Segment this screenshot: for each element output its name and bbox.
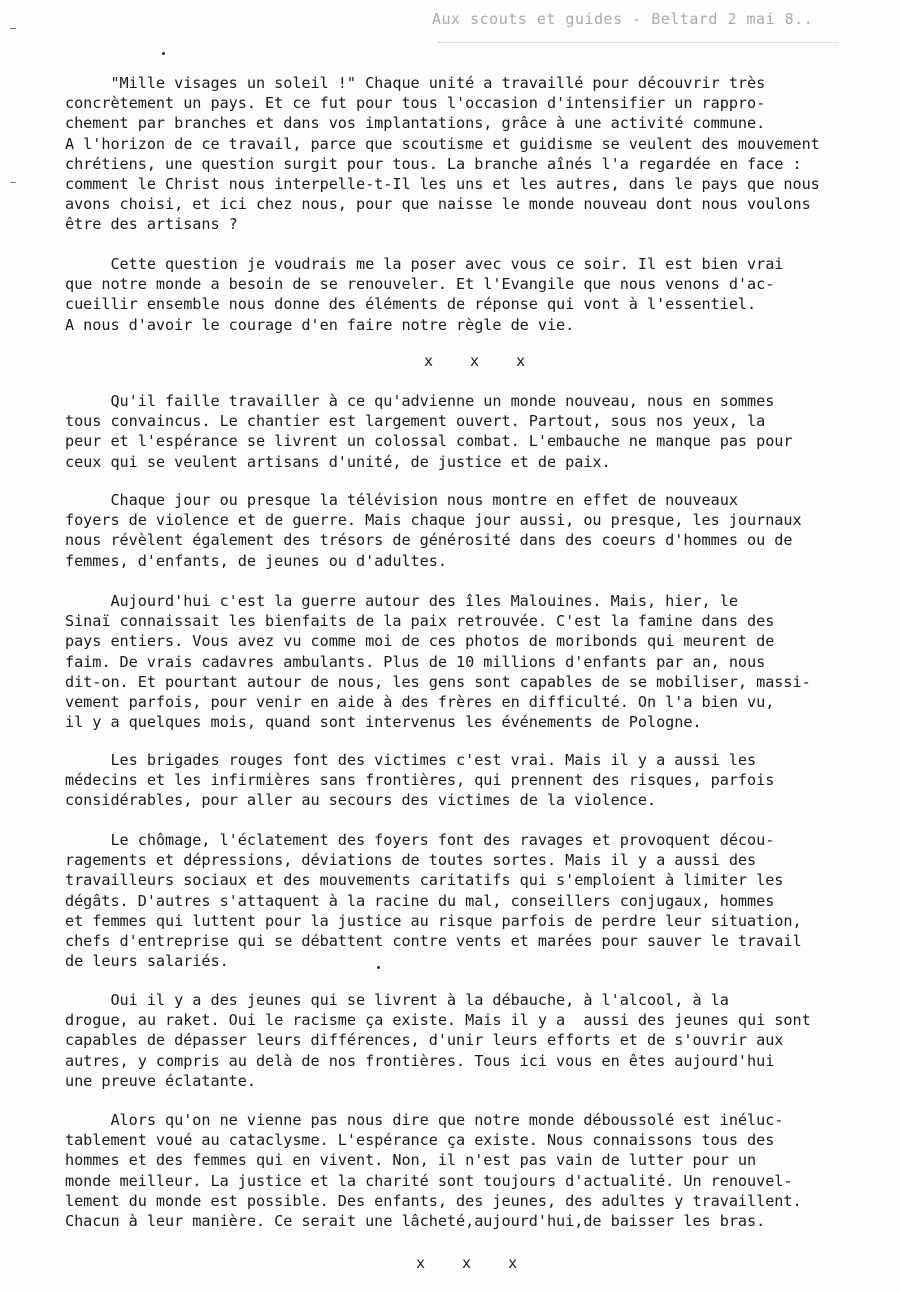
text-line: drogue, au raket. Oui le racisme ça existe. Mais il y a aussi des jeunes qui sont	[65, 1011, 811, 1030]
text-line: travailleurs sociaux et des mouvements caritatifs qui s'emploient à limiter les	[65, 871, 784, 890]
text-line: A l'horizon de ce travail, parce que scoutisme et guidisme se veulent des mouvement	[65, 134, 820, 153]
text-line: une preuve éclatante.	[65, 1071, 256, 1090]
text-line: de leurs salariés.	[65, 952, 229, 971]
margin-mark	[10, 182, 16, 183]
text-line: pays entiers. Vous avez vu comme moi de ces photos de moribonds qui meurent de	[65, 632, 775, 651]
section-separator: x x x	[424, 352, 540, 370]
text-line: nous révèlent également des trésors de générosité dans des coeurs d'hommes ou de	[65, 531, 793, 550]
text-line: tablement voué au cataclysme. L'espérance ça existe. Nous connaissons tous des	[65, 1131, 775, 1150]
ink-speck	[162, 52, 165, 55]
text-line: Oui il y a des jeunes qui se livrent à la débauche, à l'alcool, à la	[65, 991, 729, 1009]
text-line: tous convaincus. Le chantier est largement ouvert. Partout, sous nos yeux, la	[65, 412, 766, 431]
text-line: A nous d'avoir le courage d'en faire notre règle de vie.	[65, 315, 575, 334]
text-line: ceux qui se veulent artisans d'unité, de justice et de paix.	[65, 452, 611, 471]
text-line: ragements et dépressions, déviations de toutes sortes. Mais il y a aussi des	[65, 851, 757, 870]
text-line: médecins et les infirmières sans frontières, qui prennent des risques, parfois	[65, 771, 775, 790]
text-line: Chacun à leur manière. Ce serait une lâcheté,aujourd'hui,de baisser les bras.	[65, 1212, 766, 1230]
text-line: que notre monde a besoin de se renouveler. Et l'Evangile que nous venons d'ac-	[65, 275, 775, 294]
text-line: comment le Christ nous interpelle-t-Il les uns et les autres, dans le pays que nous	[65, 175, 820, 193]
text-line: femmes, d'enfants, de jeunes ou d'adultes.	[65, 551, 447, 570]
text-line: lement du monde est possible. Des enfants, des jeunes, des adultes y travaillent.	[65, 1191, 802, 1210]
text-line: cueillir ensemble nous donne des éléments de réponse qui vont à l'essentiel.	[65, 295, 757, 314]
text-line: autres, y compris au delà de nos frontières. Tous ici vous en êtes aujourd'hui	[65, 1051, 775, 1070]
text-line: chrétiens, une question surgit pour tous. La branche aînés l'a regardée en face :	[65, 154, 802, 173]
text-line: peur et l'espérance se livrent un colossal combat. L'embauche ne manque pas pour	[65, 432, 793, 451]
text-line: chefs d'entreprise qui se débattent contre vents et marées pour sauver le travail	[65, 932, 802, 950]
text-line: Alors qu'on ne vienne pas nous dire que notre monde déboussolé est inéluc-	[65, 1111, 784, 1129]
ink-speck	[377, 966, 380, 969]
text-line: Cette question je voudrais me la poser avec vous ce soir. Il est bien vrai	[65, 255, 784, 273]
text-line: Les brigades rouges font des victimes c'est vrai. Mais il y a aussi les	[65, 751, 757, 769]
text-line: il y a quelques mois, quand sont intervenus les événements de Pologne.	[65, 713, 702, 732]
text-line: et femmes qui luttent pour la justice au risque parfois de perdre leur situation,	[65, 911, 802, 930]
text-line: "Mille visages un soleil !" Chaque unité a travaillé pour découvrir très	[65, 74, 766, 92]
text-line: avons choisi, et ici chez nous, pour que naisse le monde nouveau dont nous voulons	[65, 195, 811, 214]
text-line: hommes et des femmes qui en vivent. Non, il n'est pas vain de lutter pour un	[65, 1151, 757, 1170]
page-header-annotation: Aux scouts et guides - Beltard 2 mai 8..	[432, 10, 814, 28]
text-line: Sinaï connaissait les bienfaits de la paix retrouvée. C'est la famine dans des	[65, 612, 775, 631]
text-line: vement parfois, pour venir en aide à des frères en difficulté. On l'a bien vu,	[65, 693, 775, 711]
margin-mark	[10, 28, 16, 29]
header-underline	[438, 42, 838, 43]
text-line: Qu'il faille travailler à ce qu'advienne un monde nouveau, nous en sommes	[65, 392, 775, 410]
text-line: Aujourd'hui c'est la guerre autour des îles Malouines. Mais, hier, le	[65, 592, 738, 610]
text-line: Chaque jour ou presque la télévision nous montre en effet de nouveaux	[65, 491, 738, 509]
text-line: être des artisans ?	[65, 215, 238, 234]
text-line: dégâts. D'autres s'attaquent à la racine du mal, conseillers conjugaux, hommes	[65, 891, 775, 910]
text-line: capables de dépasser leurs différences, d'unir leurs efforts et de s'ouvrir aux	[65, 1031, 784, 1050]
text-line: monde meilleur. La justice et la charité sont toujours d'actualité. Un renouvel-	[65, 1171, 793, 1190]
text-line: chement par branches et dans vos implantations, grâce à une activité commune.	[65, 114, 766, 133]
text-line: considérables, pour aller au secours des victimes de la violence.	[65, 791, 657, 810]
section-separator: x x x	[416, 1254, 532, 1272]
text-line: dit-on. Et pourtant autour de nous, les gens sont capables de se mobiliser, massi-	[65, 672, 811, 691]
text-line: faim. De vrais cadavres ambulants. Plus de 10 millions d'enfants par an, nous	[65, 652, 766, 671]
text-line: concrètement un pays. Et ce fut pour tous l'occasion d'intensifier un rappro-	[65, 94, 766, 113]
text-line: foyers de violence et de guerre. Mais chaque jour aussi, ou presque, les journaux	[65, 511, 802, 530]
text-line: Le chômage, l'éclatement des foyers font des ravages et provoquent décou-	[65, 831, 775, 849]
